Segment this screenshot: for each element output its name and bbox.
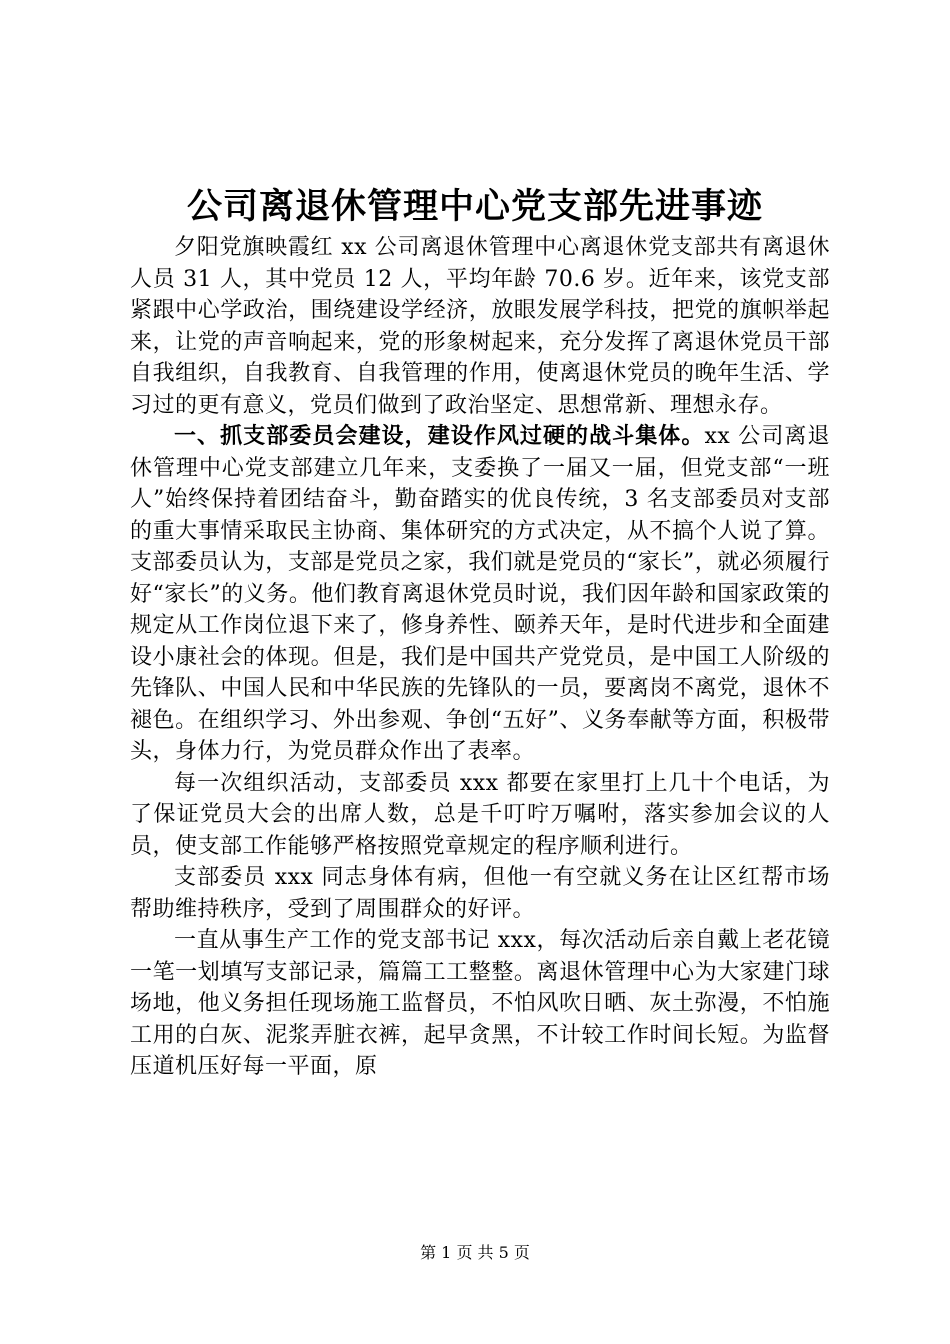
page-number: 第 1 页 共 5 页 bbox=[420, 1243, 530, 1262]
document-body bbox=[130, 232, 830, 1083]
document-title: 公司离退休管理中心党支部先进事迹 bbox=[186, 186, 763, 227]
paragraph bbox=[130, 768, 830, 863]
page-footer bbox=[0, 1241, 950, 1265]
paragraph bbox=[130, 232, 830, 421]
paragraph-text: 支部委员 xxx 同志身体有病，但他一有空就义务在让区红帮市场帮助维持秩序，受到了周围群众的好评。 bbox=[130, 865, 830, 922]
paragraph-text: 夕阳党旗映霞红 xx 公司离退休管理中心离退休党支部共有离退休人员 31 人，其中党员 12 人，平均年龄 70.6 岁。近年来，该党支部紧跟中心学政治，围绕建设学经济，放眼发展学科技，把党的旗帜举起来，让党的声音响起来，党的形象树起来，充分发挥了离退休党员干部自我组织，自我教育、自我管理的作用，使离退休党员的晚年生活、学习过的更有意义，党员们做到了政治坚定、思想常新、理想永存。 bbox=[130, 235, 830, 418]
paragraph-text: xx 公司离退休管理中心党支部建立几年来，支委换了一届又一届，但党支部“一班人”始终保持着团结奋斗，勤奋踏实的优良传统，3 名支部委员对支部的重大事情采取民主协商、集体研究的方式决定，从不搞个人说了算。支部委员认为，支部是党员之家，我们就是党员的“家长”，就必须履行好“家长”的义务。他们教育离退休党员时说，我们因年龄和国家政策的规定从工作岗位退下来了，修身养性、颐养天年，是时代进步和全面建设小康社会的体现。但是，我们是中国共产党党员，是中国工人阶级的先锋队、中国人民和中华民族的先锋队的一员，要离岗不离党，退休不褪色。在组织学习、外出参观、争创“五好”、义务奉献等方面，积极带头，身体力行，为党员群众作出了表率。 bbox=[130, 424, 830, 764]
paragraph bbox=[130, 421, 830, 768]
paragraph bbox=[130, 925, 830, 1083]
section-heading: 一、抓支部委员会建设，建设作风过硬的战斗集体。 bbox=[174, 423, 705, 449]
paragraph bbox=[130, 862, 830, 925]
paragraph-text: 每一次组织活动，支部委员 xxx 都要在家里打上几十个电话，为了保证党员大会的出席人数，总是千叮咛万嘱咐，落实参加会议的人员，使支部工作能够严格按照党章规定的程序顺利进行。 bbox=[130, 770, 830, 859]
paragraph-text: 一直从事生产工作的党支部书记 xxx，每次活动后亲自戴上老花镜一笔一划填写支部记录，篇篇工工整整。离退休管理中心为大家建门球场地，他义务担任现场施工监督员，不怕风吹日晒、灰土弥漫，不怕施工用的白灰、泥浆弄脏衣裤，起早贪黑，不计较工作时间长短。为监督压道机压好每一平面，原 bbox=[130, 928, 830, 1079]
